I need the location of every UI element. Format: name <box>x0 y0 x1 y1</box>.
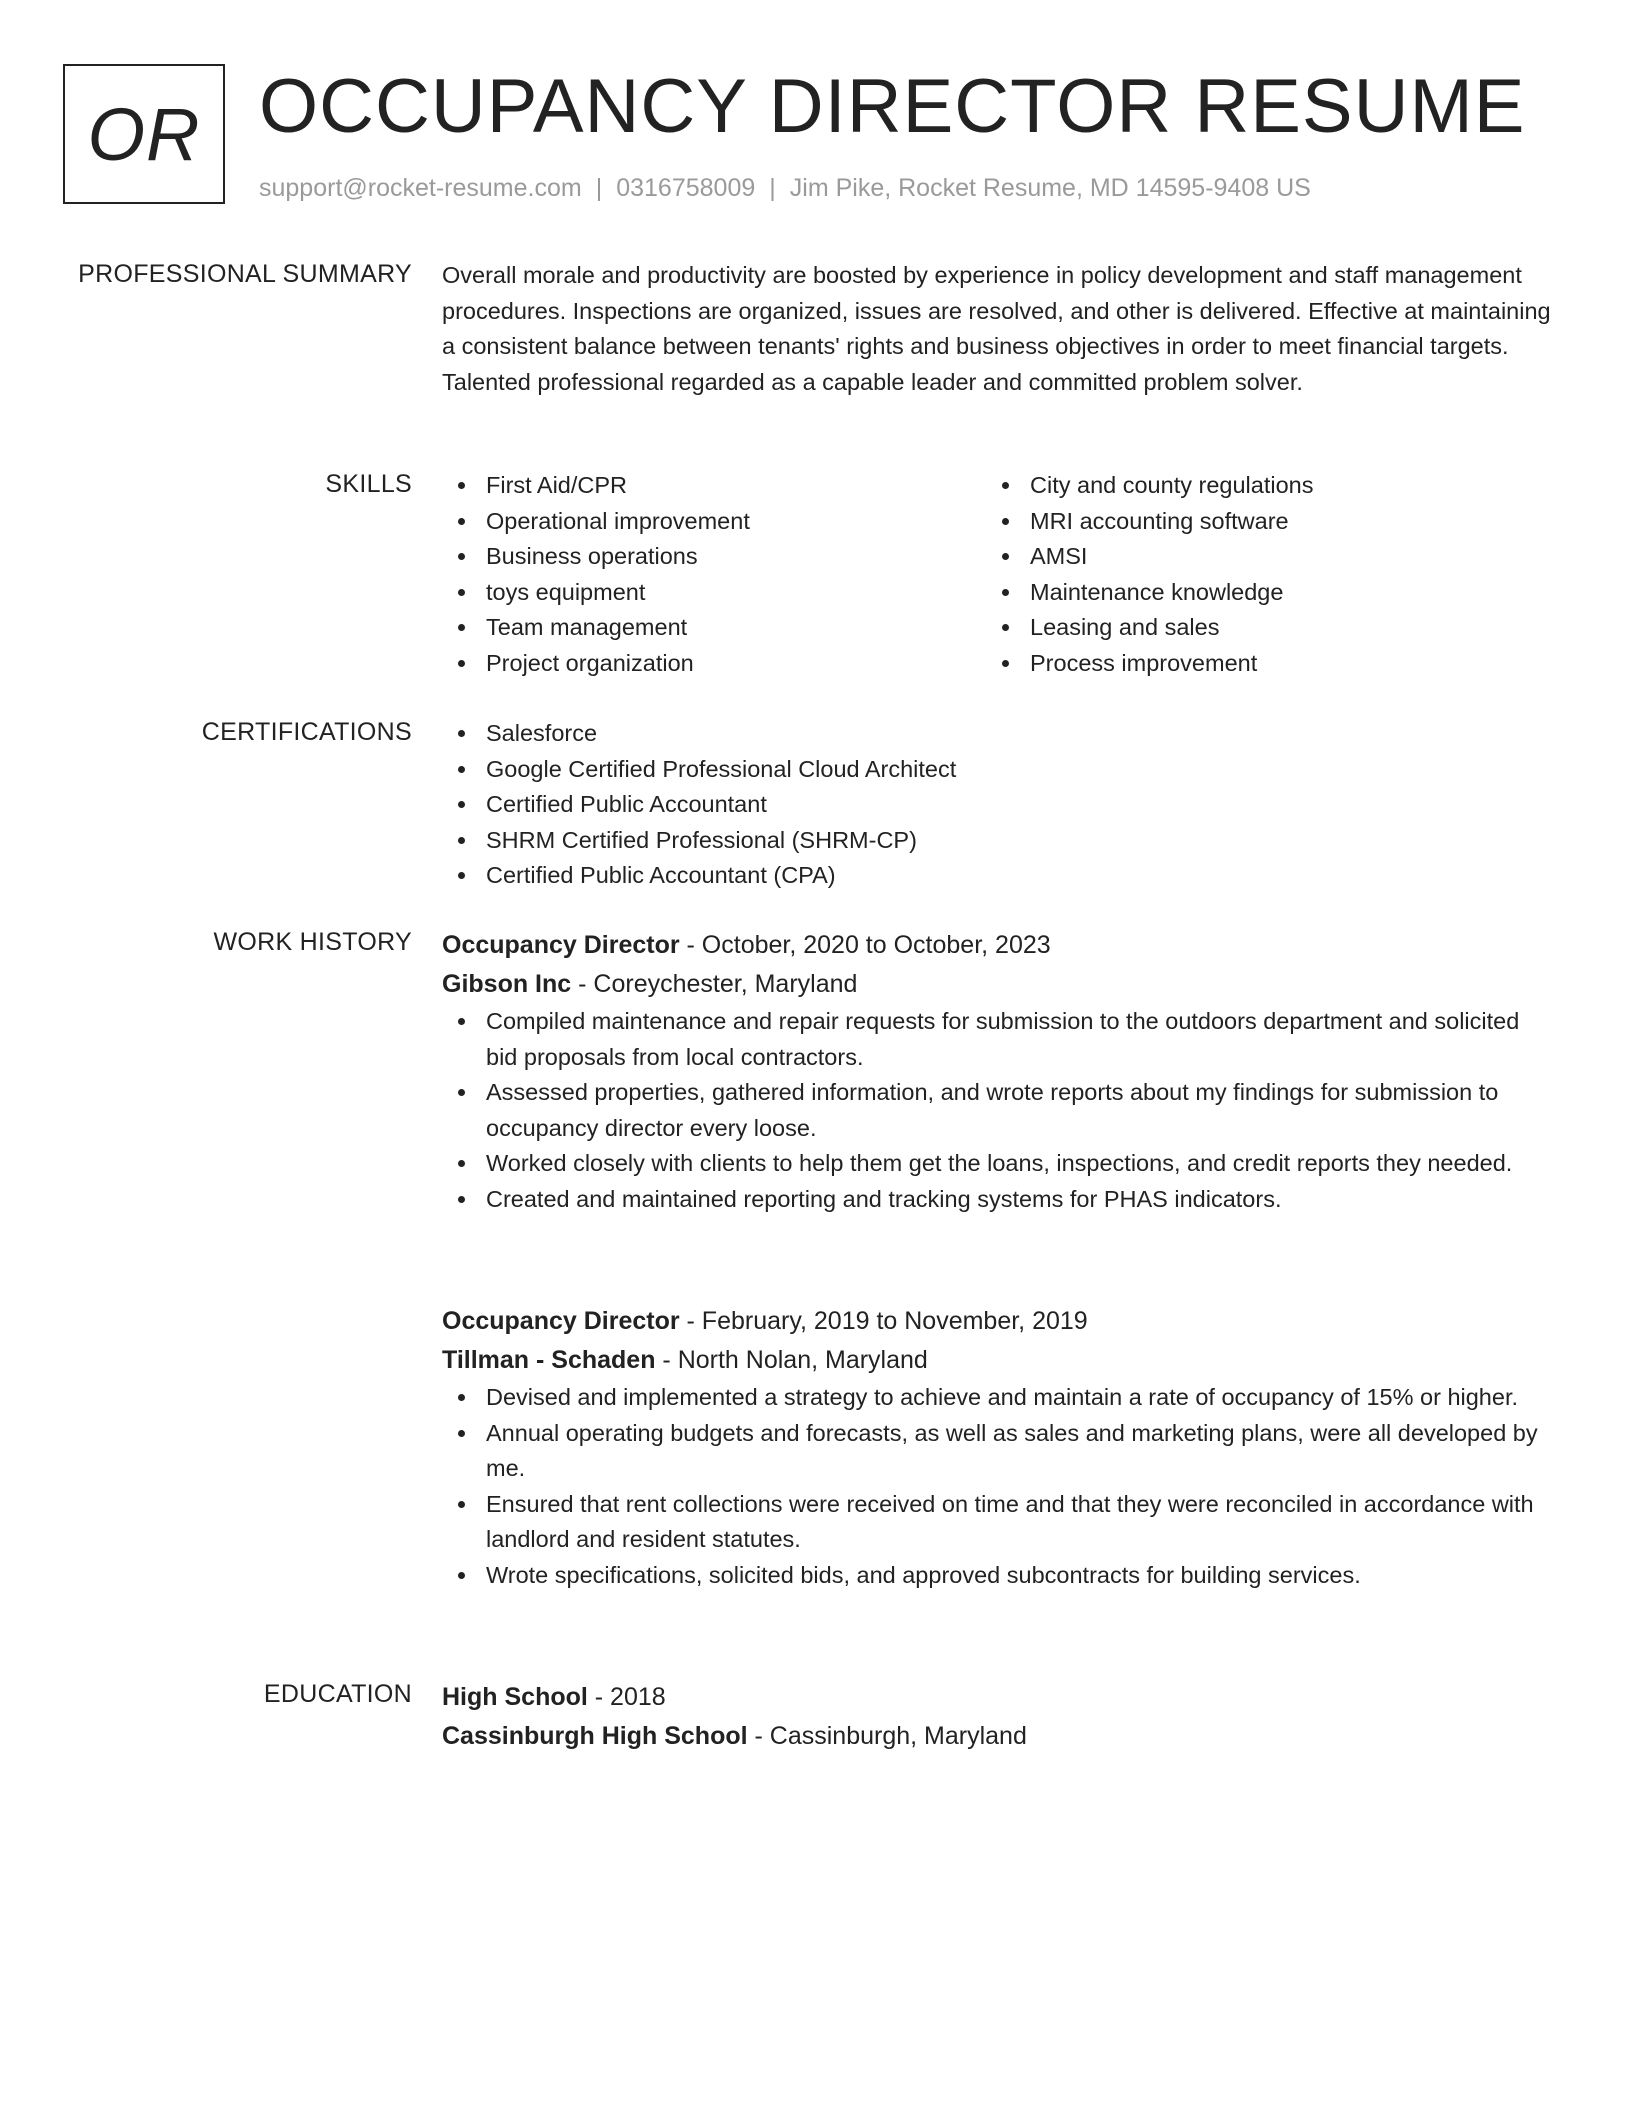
skills-list-left <box>442 468 986 681</box>
list-item: MRI accounting software <box>986 504 1530 540</box>
summary-body <box>442 258 1552 400</box>
education-degree: High School <box>442 1683 588 1711</box>
section-label-work-history: WORK HISTORY <box>213 928 412 956</box>
job-entry <box>442 926 1552 1217</box>
job-location: - Coreychester, Maryland <box>571 970 858 998</box>
job-company-line <box>442 965 1552 1004</box>
monogram-logo: OR <box>63 64 225 204</box>
skills-body <box>442 468 1552 681</box>
contact-line <box>259 174 1311 203</box>
list-item: Worked closely with clients to help them get the loans, inspections, and credit reports they needed. <box>442 1146 1552 1182</box>
job-bullets <box>442 1004 1552 1217</box>
education-degree-line <box>442 1678 1552 1717</box>
section-label-skills: SKILLS <box>325 470 412 498</box>
list-item: Certified Public Accountant <box>442 787 1552 823</box>
education-year: - 2018 <box>587 1683 666 1711</box>
job-company: Gibson Inc <box>442 970 572 998</box>
list-item: First Aid/CPR <box>442 468 986 504</box>
list-item: Compiled maintenance and repair requests for submission to the outdoors department and solicited bid proposals from local contractors. <box>442 1004 1552 1075</box>
list-item: Annual operating budgets and forecasts, as well as sales and marketing plans, were all developed by me. <box>442 1416 1552 1487</box>
education-school: Cassinburgh High School <box>442 1722 748 1750</box>
job-location: - North Nolan, Maryland <box>655 1346 928 1374</box>
list-item: Project organization <box>442 646 986 682</box>
contact-email[interactable]: support@rocket-resume.com <box>259 174 582 202</box>
skills-list-right <box>986 468 1530 681</box>
list-item: Assessed properties, gathered information, and wrote reports about my findings for submission to occupancy director every loose. <box>442 1075 1552 1146</box>
list-item: Operational improvement <box>442 504 986 540</box>
summary-text: Overall morale and productivity are boosted by experience in policy development and staff management procedures. Inspections are organized, issues are resolved, and other is delivered. Effective at maintaining a consistent balance between tenants' rights and business objectives in order to meet financial targets. Talented professional regarded as a capable leader and committed problem solver. <box>442 262 1551 395</box>
job-company: Tillman - Schaden <box>442 1346 656 1374</box>
job-title-line <box>442 1302 1552 1341</box>
list-item: Wrote specifications, solicited bids, and approved subcontracts for building services. <box>442 1558 1552 1594</box>
job-bullets <box>442 1380 1552 1593</box>
contact-separator: | <box>769 174 776 202</box>
list-item: SHRM Certified Professional (SHRM-CP) <box>442 823 1552 859</box>
certifications-list <box>442 716 1552 894</box>
section-label-certifications: CERTIFICATIONS <box>201 718 412 746</box>
list-item: AMSI <box>986 539 1530 575</box>
job-dates: - February, 2019 to November, 2019 <box>679 1307 1088 1335</box>
section-label-summary: PROFESSIONAL SUMMARY <box>78 260 412 288</box>
page-title: OCCUPANCY DIRECTOR RESUME <box>259 64 1526 149</box>
list-item: Process improvement <box>986 646 1530 682</box>
education-school-line <box>442 1717 1552 1756</box>
list-item: Certified Public Accountant (CPA) <box>442 858 1552 894</box>
job-company-line <box>442 1341 1552 1380</box>
list-item: Team management <box>442 610 986 646</box>
list-item: Ensured that rent collections were received on time and that they were reconciled in accordance with landlord and resident statutes. <box>442 1487 1552 1558</box>
list-item: Google Certified Professional Cloud Architect <box>442 752 1552 788</box>
list-item: City and county regulations <box>986 468 1530 504</box>
resume-header <box>63 64 1563 214</box>
education-location: - Cassinburgh, Maryland <box>747 1722 1027 1750</box>
job-title: Occupancy Director <box>442 931 680 959</box>
contact-separator: | <box>595 174 603 202</box>
list-item: Business operations <box>442 539 986 575</box>
list-item: toys equipment <box>442 575 986 611</box>
list-item: Leasing and sales <box>986 610 1530 646</box>
job-title-line <box>442 926 1552 965</box>
contact-address: Jim Pike, Rocket Resume, MD 14595-9408 US <box>789 174 1311 202</box>
contact-phone[interactable]: 0316758009 <box>616 174 756 202</box>
list-item: Devised and implemented a strategy to achieve and maintain a rate of occupancy of 15% or higher. <box>442 1380 1552 1416</box>
certifications-body <box>442 716 1552 894</box>
list-item: Salesforce <box>442 716 1552 752</box>
job-title: Occupancy Director <box>442 1307 680 1335</box>
education-body <box>442 1678 1552 1756</box>
section-label-education: EDUCATION <box>263 1680 412 1708</box>
job-dates: - October, 2020 to October, 2023 <box>679 931 1051 959</box>
job-entry <box>442 1302 1552 1593</box>
list-item: Created and maintained reporting and tracking systems for PHAS indicators. <box>442 1182 1552 1218</box>
list-item: Maintenance knowledge <box>986 575 1530 611</box>
